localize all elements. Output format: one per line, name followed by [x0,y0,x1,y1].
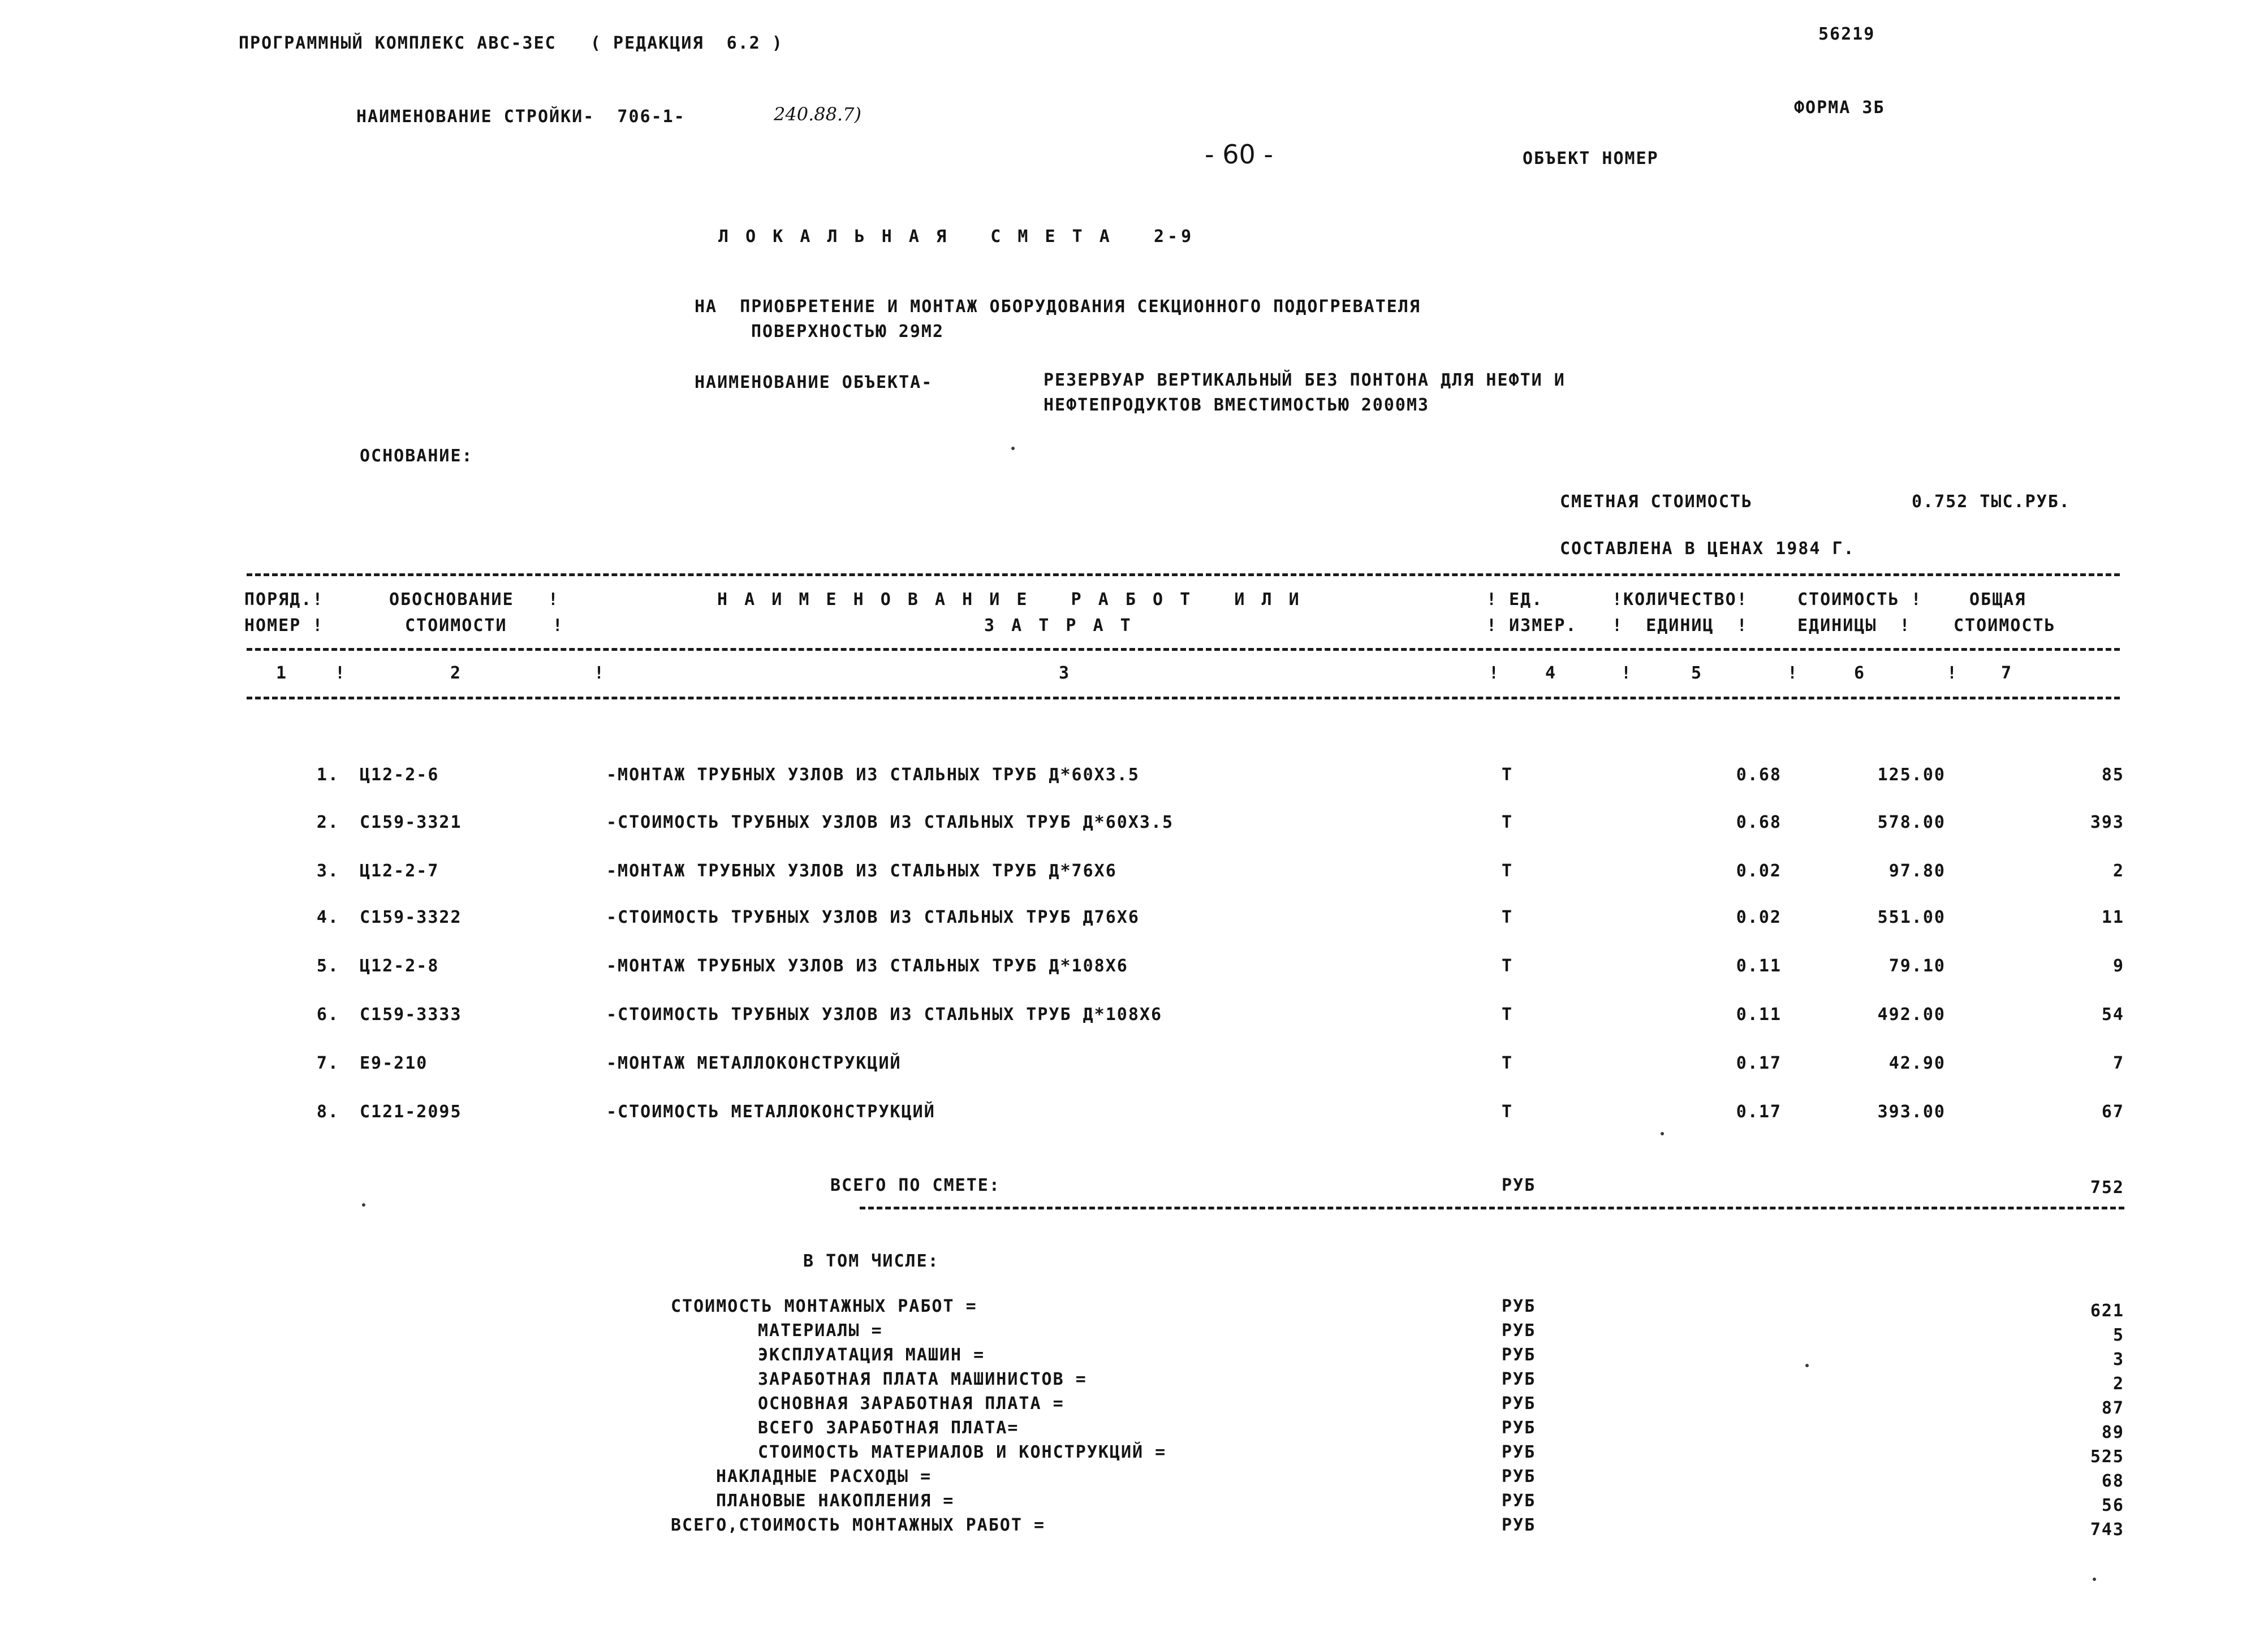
breakdown-unit: РУБ [1502,1297,1536,1316]
breakdown-label: СТОИМОСТЬ МОНТАЖНЫХ РАБОТ = [671,1297,977,1316]
row-quantity: 0.68 [1736,765,1782,785]
row-unit: Т [1502,956,1514,976]
column-number-4: 4 [1545,663,1557,683]
row-name: -МОНТАЖ ТРУБНЫХ УЗЛОВ ИЗ СТАЛЬНЫХ ТРУБ Д*60Х3.5 [606,765,1140,785]
row-name: -СТОИМОСТЬ ТРУБНЫХ УЗЛОВ ИЗ СТАЛЬНЫХ ТРУБ Д*60Х3.5 [606,813,1174,832]
breakdown-value: 89 [2101,1423,2124,1442]
column-header-total-1: ОБЩАЯ [1969,590,2026,610]
column-header-price-1: СТОИМОСТЬ ! [1797,590,1922,610]
breakdown-label: ВСЕГО ЗАРАБОТНАЯ ПЛАТА= [758,1418,1019,1438]
column-separator: ! [1947,663,1959,683]
breakdown-label: МАТЕРИАЛЫ = [758,1321,883,1341]
row-name: -СТОИМОСТЬ ТРУБНЫХ УЗЛОВ ИЗ СТАЛЬНЫХ ТРУБ Д76Х6 [606,908,1140,927]
scan-speck [1661,1132,1664,1135]
column-header-name-2: З А Т Р А Т [984,616,1134,636]
column-header-qty-2: ! ЕДИНИЦ ! [1612,616,1748,636]
row-unit-price: 42.90 [1888,1053,1946,1073]
object-name-label: НАИМЕНОВАНИЕ ОБЪЕКТА- [695,373,933,392]
breakdown-unit: РУБ [1502,1491,1536,1511]
form-label: ФОРМА 3Б [1794,98,1885,118]
row-quantity: 0.11 [1736,956,1782,976]
breakdown-value: 68 [2101,1471,2124,1491]
estimate-subject-line1: НА ПРИОБРЕТЕНИЕ И МОНТАЖ ОБОРУДОВАНИЯ СЕКЦИОННОГО ПОДОГРЕВАТЕЛЯ [695,297,1421,317]
grand-total-label: ВСЕГО ПО СМЕТЕ: [830,1176,1001,1195]
breakdown-unit: РУБ [1502,1515,1536,1535]
column-number-2: 2 [450,663,462,683]
breakdown-value: 3 [2112,1350,2124,1369]
breakdown-value: 87 [2101,1398,2124,1418]
breakdown-label: ОСНОВНАЯ ЗАРАБОТНАЯ ПЛАТА = [758,1394,1064,1414]
column-header-basis-2: СТОИМОСТИ ! [405,616,564,636]
header-rule [247,648,2120,651]
row-number: 3. [316,861,339,881]
row-number: 6. [316,1005,339,1025]
breakdown-value: 5 [2112,1325,2124,1345]
breakdown-unit: РУБ [1502,1345,1536,1365]
row-unit: Т [1502,765,1514,785]
basis-label: ОСНОВАНИЕ: [360,446,473,466]
estimated-cost-value: 0.752 ТЫС.РУБ. [1912,492,2071,512]
breakdown-label: НАКЛАДНЫЕ РАСХОДЫ = [716,1467,932,1487]
row-unit: Т [1502,861,1514,881]
row-unit-price: 97.80 [1888,861,1946,881]
breakdown-value: 56 [2101,1496,2124,1515]
row-unit: Т [1502,813,1514,832]
row-number: 5. [316,956,339,976]
grand-total-unit: РУБ [1502,1176,1536,1195]
estimate-subject-line2: ПОВЕРХНОСТЬЮ 29М2 [751,322,945,342]
scan-speck [2093,1578,2096,1581]
row-unit-price: 551.00 [1877,908,1946,927]
estimated-cost-label: СМЕТНАЯ СТОИМОСТЬ [1560,492,1753,512]
row-number: 2. [316,813,339,832]
breakdown-unit: РУБ [1502,1394,1536,1414]
row-unit-price: 578.00 [1877,813,1946,832]
breakdown-label: ЗАРАБОТНАЯ ПЛАТА МАШИНИСТОВ = [758,1369,1087,1389]
estimate-title: Л О К А Л Ь Н А Я С М Е Т А 2-9 [718,227,1195,247]
column-separator: ! [1489,663,1500,683]
row-basis: С159-3333 [360,1005,462,1025]
table-top-rule [247,573,2120,576]
column-header-unit-2: ! ИЗМЕР. [1486,616,1577,636]
row-quantity: 0.17 [1736,1053,1782,1073]
program-title: ПРОГРАММНЫЙ КОМПЛЕКС АВС-ЗЕС ( РЕДАКЦИЯ 6.2 ) [239,33,783,53]
row-name: -СТОИМОСТЬ МЕТАЛЛОКОНСТРУКЦИЙ [606,1102,935,1122]
row-unit: Т [1502,1005,1514,1025]
column-separator: ! [1621,663,1633,683]
row-name: -МОНТАЖ МЕТАЛЛОКОНСТРУКЦИЙ [606,1053,902,1073]
row-quantity: 0.02 [1736,908,1782,927]
including-label: В ТОМ ЧИСЛЕ: [803,1251,939,1271]
row-total: 2 [2112,861,2124,881]
row-basis: Ц12-2-8 [360,956,439,976]
row-unit-price: 393.00 [1877,1102,1946,1122]
column-number-3: 3 [1058,663,1071,683]
construction-label: НАИМЕНОВАНИЕ СТРОЙКИ- 706-1- [356,107,685,127]
row-total: 11 [2101,908,2124,927]
breakdown-value: 525 [2090,1447,2124,1467]
column-header-name-1: Н А И М Е Н О В А Н И Е Р А Б О Т И Л И [717,590,1303,610]
row-number: 4. [316,908,339,927]
column-header-basis-1: ОБОСНОВАНИЕ ! [389,590,559,610]
row-name: -МОНТАЖ ТРУБНЫХ УЗЛОВ ИЗ СТАЛЬНЫХ ТРУБ Д*76Х6 [606,861,1117,881]
row-quantity: 0.02 [1736,861,1782,881]
column-separator: ! [1787,663,1799,683]
breakdown-value: 621 [2090,1301,2124,1321]
row-unit-price: 125.00 [1877,765,1946,785]
grand-total-rule [860,1207,2124,1209]
row-quantity: 0.17 [1736,1102,1782,1122]
breakdown-value: 743 [2090,1520,2124,1540]
column-header-number-2: НОМЕР ! [244,616,324,636]
column-header-unit-1: ! ЕД. [1486,590,1543,610]
column-number-1: 1 [275,663,288,683]
row-total: 85 [2101,765,2124,785]
breakdown-unit: РУБ [1502,1467,1536,1487]
row-unit-price: 79.10 [1888,956,1946,976]
column-number-6: 6 [1853,663,1866,683]
column-header-qty-1: !КОЛИЧЕСТВО! [1612,590,1748,610]
column-separator: ! [335,663,347,683]
row-unit: Т [1502,1102,1514,1122]
price-basis: СОСТАВЛЕНА В ЦЕНАХ 1984 Г. [1560,539,1855,559]
row-total: 54 [2101,1005,2124,1025]
document-number: 56219 [1818,24,1875,44]
row-unit: Т [1502,1053,1514,1073]
column-header-total-2: СТОИМОСТЬ [1954,616,2056,636]
object-name-line1: РЕЗЕРВУАР ВЕРТИКАЛЬНЫЙ БЕЗ ПОНТОНА ДЛЯ НЕФТИ И [1044,370,1566,390]
column-header-number-1: ПОРЯД.! [244,590,324,610]
scan-speck [1011,447,1015,450]
breakdown-unit: РУБ [1502,1321,1536,1341]
row-total: 393 [2090,813,2124,832]
row-number: 8. [316,1102,339,1122]
column-separator: ! [594,663,606,683]
breakdown-unit: РУБ [1502,1442,1536,1462]
row-number: 7. [316,1053,339,1073]
construction-code-handwritten: 240.88.7) [774,103,861,125]
row-basis: Ц12-2-7 [360,861,439,881]
column-number-5: 5 [1691,663,1703,683]
scan-speck [1805,1364,1809,1367]
column-number-7: 7 [2000,663,2013,683]
scan-speck [362,1203,365,1207]
row-total: 67 [2101,1102,2124,1122]
column-number-rule [247,697,2120,699]
row-basis: С159-3322 [360,908,462,927]
row-unit: Т [1502,908,1514,927]
breakdown-unit: РУБ [1502,1369,1536,1389]
row-total: 7 [2112,1053,2124,1073]
object-name-line2: НЕФТЕПРОДУКТОВ ВМЕСТИМОСТЬЮ 2000М3 [1044,395,1430,415]
row-basis: С159-3321 [360,813,462,832]
row-total: 9 [2112,956,2124,976]
breakdown-label: ЭКСПЛУАТАЦИЯ МАШИН = [758,1345,985,1365]
row-quantity: 0.68 [1736,813,1782,832]
row-unit-price: 492.00 [1877,1005,1946,1025]
breakdown-label: СТОИМОСТЬ МАТЕРИАЛОВ И КОНСТРУКЦИЙ = [758,1442,1167,1462]
column-header-price-2: ЕДИНИЦЫ ! [1797,616,1911,636]
page-number: - 60 - [1205,139,1273,170]
row-name: -СТОИМОСТЬ ТРУБНЫХ УЗЛОВ ИЗ СТАЛЬНЫХ ТРУБ Д*108Х6 [606,1005,1163,1025]
grand-total-value: 752 [2090,1178,2124,1198]
breakdown-value: 2 [2112,1374,2124,1394]
breakdown-label: ВСЕГО,СТОИМОСТЬ МОНТАЖНЫХ РАБОТ = [671,1515,1046,1535]
breakdown-label: ПЛАНОВЫЕ НАКОПЛЕНИЯ = [716,1491,955,1511]
row-number: 1. [316,765,339,785]
row-basis: Е9-210 [360,1053,428,1073]
row-basis: С121-2095 [360,1102,462,1122]
row-name: -МОНТАЖ ТРУБНЫХ УЗЛОВ ИЗ СТАЛЬНЫХ ТРУБ Д*108Х6 [606,956,1128,976]
breakdown-unit: РУБ [1502,1418,1536,1438]
row-basis: Ц12-2-6 [360,765,439,785]
row-quantity: 0.11 [1736,1005,1782,1025]
object-number-label: ОБЪЕКТ НОМЕР [1523,149,1659,168]
